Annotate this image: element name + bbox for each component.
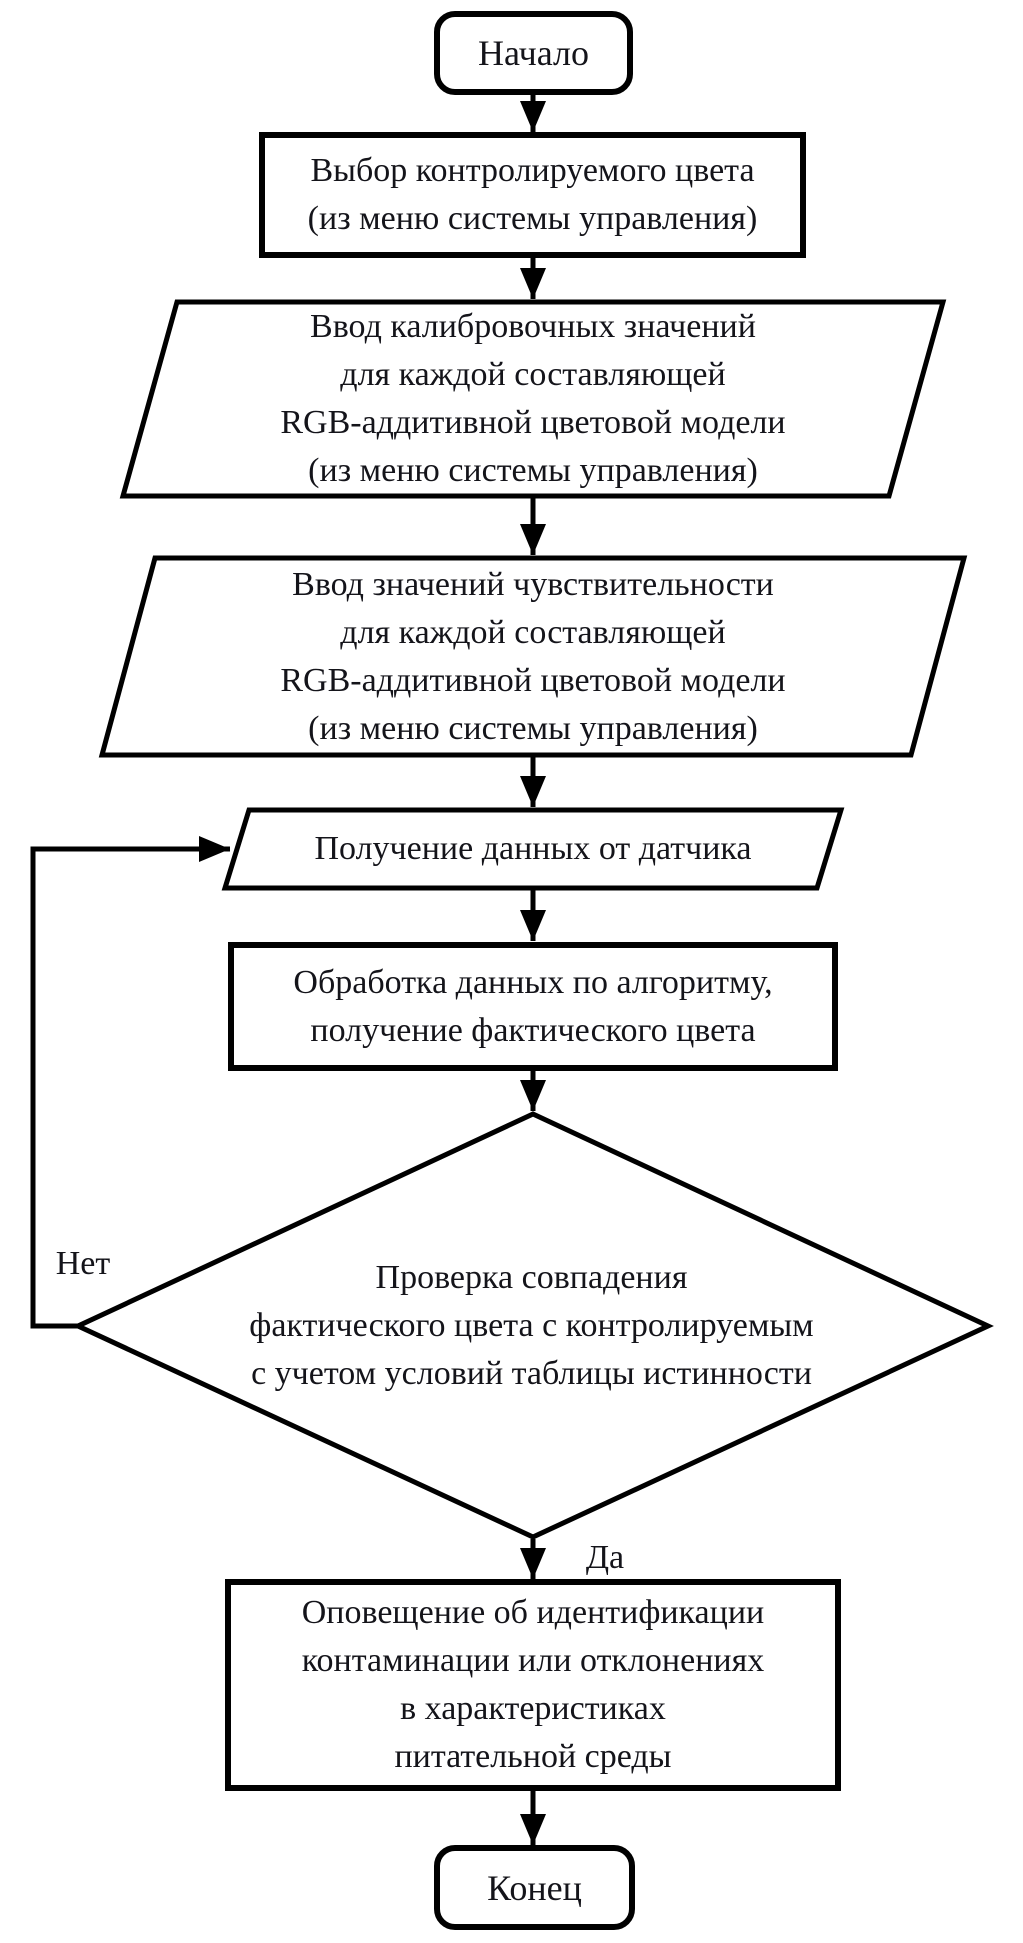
label-process-data: Обработка данных по алгоритму, получение фактического цвета [293, 963, 773, 1049]
label-get-sensor-data: Получение данных от датчика [314, 830, 752, 867]
label-input-sensitivity: Ввод значений чувствительности для каждой составляющей RGB-аддитивной цветовой модели (из меню системы управления) [280, 565, 786, 747]
label-notify: Оповещение об идентификации контаминации или отклонениях в характеристиках питательной среды [301, 1594, 765, 1775]
label-start: Начало [478, 33, 589, 73]
label-check-match: Проверка совпадения фактического цвета с контролируемым с учетом условий таблицы истинности [249, 1258, 814, 1392]
edge-label-no: Нет [55, 1245, 111, 1282]
edge-label-yes: Да [585, 1539, 625, 1576]
label-select-color: Выбор контролируемого цвета (из меню системы управления) [307, 152, 758, 237]
label-end: Конец [487, 1867, 582, 1908]
label-input-calibration: Ввод калибровочных значений для каждой составляющей RGB-аддитивной цветовой модели (из меню системы управления) [280, 308, 786, 489]
